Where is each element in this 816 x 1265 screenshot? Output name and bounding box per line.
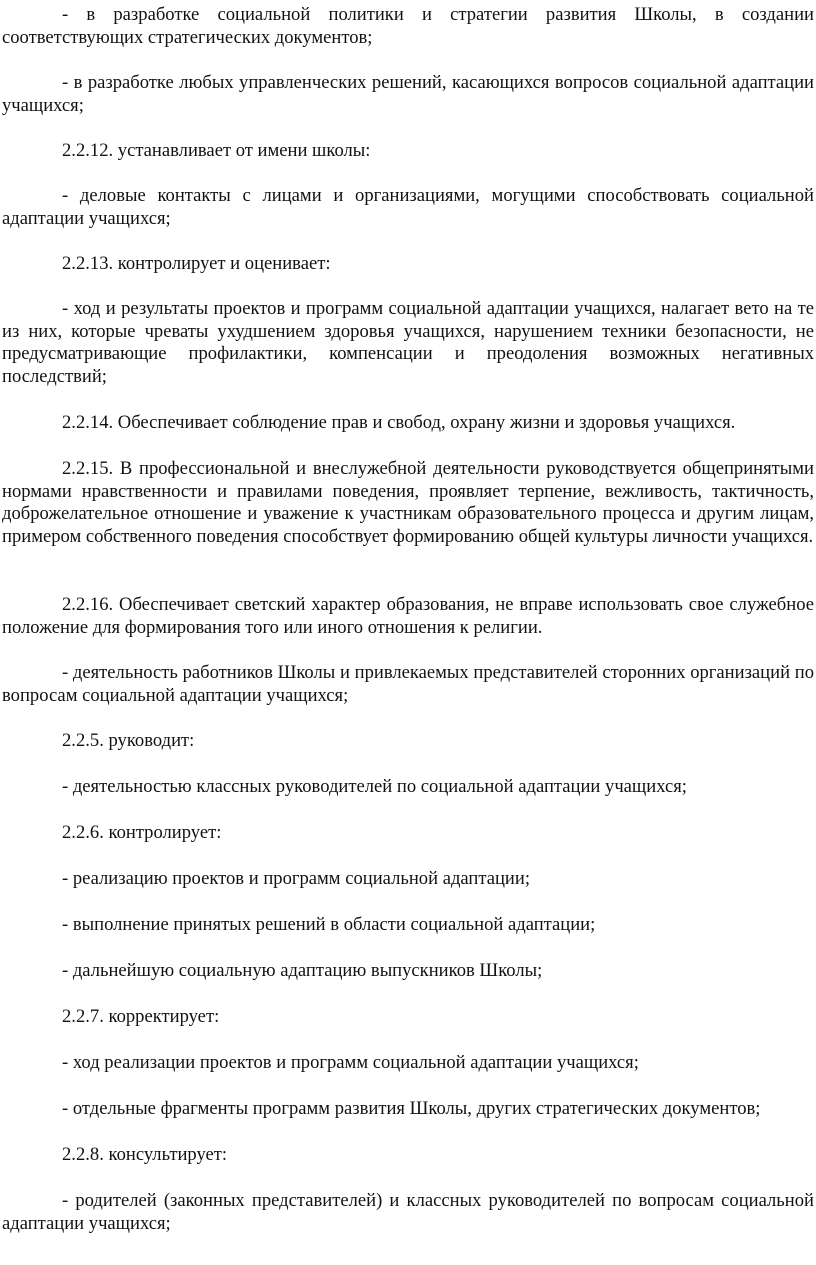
paragraph-graduates-adaptation: - дальнейшую социальную адаптацию выпускников Школы;: [62, 960, 543, 981]
paragraph-2-2-15: 2.2.15. В профессиональной и внеслужебной деятельности руководствуется общепринятыми нормами нравственности и правилами поведения, проявляет терпение, вежливость, тактичность, доброжелательное отношение и уважение к участникам образовательного процесса и другим лицам, примером собственного поведения способствует формированию общей культуры личности учащихся.: [2, 458, 814, 547]
paragraph-decisions-execution: - выполнение принятых решений в области социальной адаптации;: [62, 914, 596, 935]
paragraph-2-2-12-heading: 2.2.12. устанавливает от имени школы:: [62, 140, 371, 161]
paragraph-2-2-13-heading: 2.2.13. контролирует и оценивает:: [62, 253, 331, 274]
paragraph-management-decisions: - в разработке любых управленческих решений, касающихся вопросов социальной адаптации учащихся;: [2, 72, 814, 116]
paragraph-implementation-progress: - ход реализации проектов и программ социальной адаптации учащихся;: [62, 1052, 639, 1073]
paragraph-projects-control: - ход и результаты проектов и программ социальной адаптации учащихся, налагает вето на те из них, которые чреваты ухудшением здоровья учащихся, нарушением техники безопасности, не предусматривающие профилактики, компенсации и преодоления возможных негативных последствий;: [2, 298, 814, 387]
paragraph-2-2-5-heading: 2.2.5. руководит:: [62, 730, 195, 751]
paragraph-projects-implementation: - реализацию проектов и программ социальной адаптации;: [62, 868, 530, 889]
paragraph-class-teachers: - деятельностью классных руководителей по социальной адаптации учащихся;: [62, 776, 687, 797]
paragraph-2-2-16: 2.2.16. Обеспечивает светский характер образования, не вправе использовать свое служебное положение для формирования того или иного отношения к религии.: [2, 594, 814, 638]
paragraph-strategy-development: - в разработке социальной политики и стратегии развития Школы, в создании соответствующих стратегических документов;: [2, 4, 814, 48]
paragraph-2-2-14: 2.2.14. Обеспечивает соблюдение прав и свобод, охрану жизни и здоровья учащихся.: [62, 412, 736, 433]
paragraph-parents-consulting: - родителей (законных представителей) и классных руководителей по вопросам социальной адаптации учащихся;: [2, 1190, 814, 1234]
paragraph-business-contacts: - деловые контакты с лицами и организациями, могущими способствовать социальной адаптации учащихся;: [2, 185, 814, 229]
paragraph-2-2-8-heading: 2.2.8. консультирует:: [62, 1144, 228, 1165]
paragraph-staff-activity: - деятельность работников Школы и привлекаемых представителей сторонних организаций по вопросам социальной адаптации учащихся;: [2, 662, 814, 706]
paragraph-2-2-7-heading: 2.2.7. корректирует:: [62, 1006, 220, 1027]
paragraph-development-fragments: - отдельные фрагменты программ развития Школы, других стратегических документов;: [62, 1098, 761, 1119]
paragraph-2-2-6-heading: 2.2.6. контролирует:: [62, 822, 222, 843]
